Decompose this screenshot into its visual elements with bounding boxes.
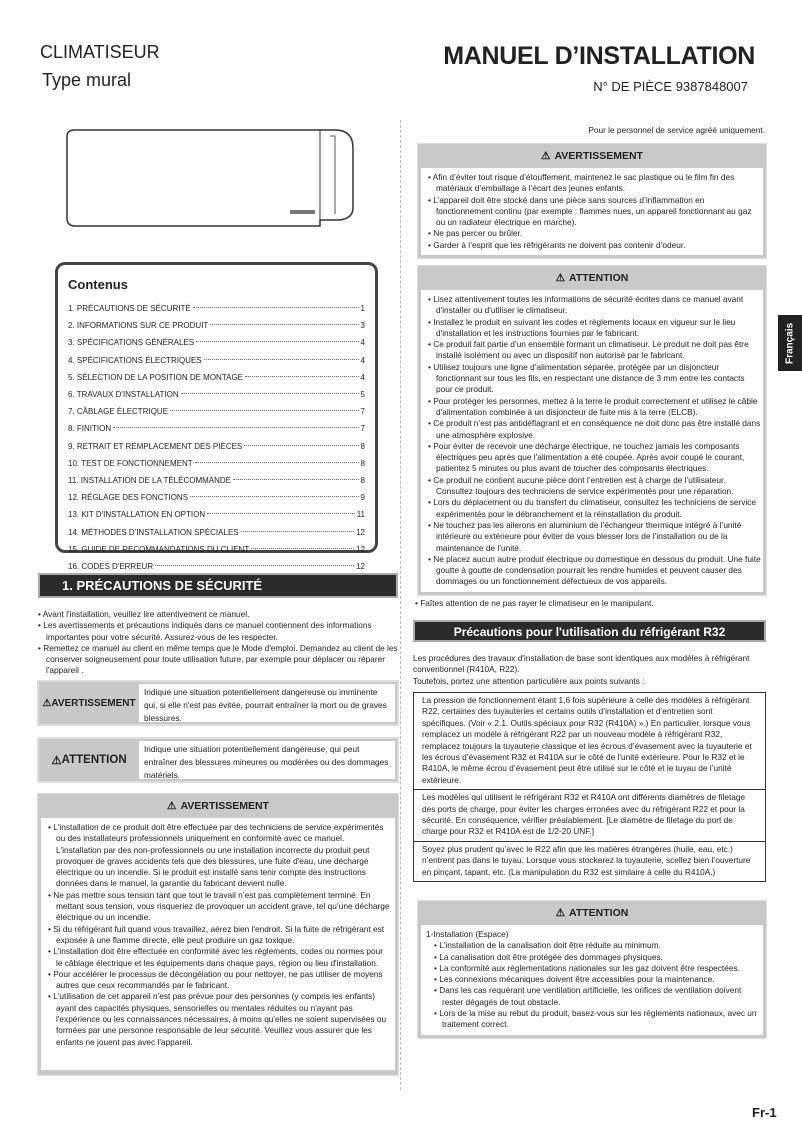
warning-triangle-icon: ⚠ [555,907,566,919]
toc-item[interactable] [68,369,365,386]
list-item: • Si du réfrigérant fuit quand vous travaillez, aérez bien l'endroit. Si la fuite de réfrigérant est exposée à une flamme directe, elle peut produire un gaz toxique. [46,924,390,947]
list-item: • Ce produit n’est pas antidéflagrant et en conséquence ne doit donc pas être installé dans une atmosphère explosive. [426,418,763,441]
toc-label: 16. CODES D'ERREUR [68,561,154,571]
toc-page: 4 [360,355,365,365]
toc-page: 5 [360,390,365,400]
toc-leader [195,462,359,463]
toc-item[interactable] [68,472,365,489]
warning-triangle-icon: ⚠ [51,755,62,767]
toc-label: 6. TRAVAUX D'INSTALLATION [68,390,179,400]
definition-text: Indique une situation potentiellement dangereuse ou imminente qui, si elle n'est pas évitée, pourrait entraîner la mort ou de graves blessures. [139,684,395,722]
list-item: • Ne touchez pas les ailerons en aluminium de l’échangeur thermique intégré à l’unité intérieure ou extérieure pour éviter de vous blesser lors de l’installation ou de la maintenance de l’unité. [426,520,763,554]
toc-label: 14. MÉTHODES D'INSTALLATION SPÉCIALES [68,527,239,537]
toc-leader [251,548,354,549]
column-divider [400,120,401,1090]
list-item: • Pour éviter de recevoir une décharge électrique, ne touchez jamais les composants électriques peu après que l'alimentation a été coupée. Après avoir coupé le courant, patientez 5 minutes ou plus avant de toucher des composants électriques. [426,441,763,475]
toc-label: 10. TEST DE FONCTIONNEMENT [68,458,193,468]
definition-key: AVERTISSEMENT [51,697,136,709]
list-item: • Ce produit fait partie d’un ensemble formant un climatiseur. Le produit ne doit pas être installé isolément ou avec un dispositif non autorisé par le fabricant. [426,339,763,362]
toc-label: 11. INSTALLATION DE LA TÉLÉCOMMANDE [68,475,232,485]
toc-leader [204,359,359,360]
toc-label: 5. SÉLECTION DE LA POSITION DE MONTAGE [68,372,243,382]
service-note: Pour le personnel de service agréé uniquement. [588,125,765,135]
toc-label: 13. KIT D'INSTALLATION EN OPTION [68,510,206,520]
toc-label: 15. GUIDE DE RECOMMANDATIONS DU CLIENT [68,544,250,554]
toc-page: 7 [360,407,365,417]
toc-label: 8. FINITION [68,424,112,434]
list-item: • Ce produit ne contient aucune pièce dont l’entretien est à charge de l’utilisateur. Consultez toujours des techniciens de service expérimentés pour une réparation. [426,475,763,498]
list-item: • L'installation de la canalisation doit être réduite au minimum. [432,940,758,951]
toc-item[interactable] [68,489,365,506]
toc-page: 12 [356,527,365,537]
list-item: • Remettez ce manuel au client en même temps que le Mode d'emploi. Demandez au client de les conserver soigneusement pour toute utilisation future, par exemple pour déplacer ou réparer l'appareil . [36,643,400,677]
right-caution-box [417,265,767,596]
section-heading: 1. PRÉCAUTIONS DE SÉCURITÉ [38,573,398,598]
language-tab[interactable]: Français [778,315,802,371]
toc-label: 7. CÂBLAGE ÉLECTRIQUE [68,407,169,417]
left-warning-box [37,793,399,1076]
toc-leader [181,393,359,394]
toc-item[interactable] [68,300,365,317]
toc-page: 1 [360,304,365,314]
toc-label: 4. SPÉCIFICATIONS ÉLECTRIQUES [68,355,202,365]
list-item: • Lors du déplacement ou du transfert du climatiseur, consultez les techniciens de service expérimentés pour le débranchement et la réinstallation du produit. [426,497,763,520]
toc-item[interactable] [68,523,365,540]
toc-leader [210,324,358,325]
list-item: • La canalisation doit être protégée des dommages physiques. [432,952,758,963]
r32-intro: Les procédures des travaux d'installation de base sont identiques aux modèles à réfrigérant conventionnel (R410A, R22). [413,653,750,675]
toc-page: 7 [360,424,365,434]
list-item: • Les avertissements et précautions indiqués dans ce manuel contiennent des informations importantes pour votre sécurité. Assurez-vous de les respecter. [36,620,400,643]
toc-item[interactable] [68,352,365,369]
warning-triangle-icon: ⚠ [167,800,177,812]
toc-page: 8 [360,441,365,451]
toc-label: 1. PRÉCAUTIONS DE SÉCURITÉ [68,304,191,314]
toc-leader [241,531,354,532]
r32-row: Soyez plus prudent qu’avec le R22 afin que les matières étrangères (huile, eau, etc.) n’entrent pas dans le tuyau. Lorsque vous stockerez la tuyauterie, scellez bien l’ouverture en pinçant, tapant, etc. (La manipulation du R32 est similaire à celle du R410A.) [422,843,751,877]
list-item: • L'utilisation de cet appareil n'est pas prévue pour des personnes (y compris les enfants) ayant des capacités physiques, sensorielles ou mentales réduites ou n'ayant pas l'expérience ou les connaissances nécessaires, à moins qu'elles ne soient supervisées ou formées par une personne responsable de leur sécurité. Veuillez vous assurer que les enfants ne jouent pas avec l'appareil. [46,991,390,1047]
product-name: CLIMATISEUR [40,42,160,62]
toc-item[interactable] [68,334,365,351]
toc-page: 4 [360,338,365,348]
toc-page: 12 [356,561,365,571]
warning-triangle-icon: ⚠ [555,272,566,284]
list-item: • Garder à l’esprit que les réfrigérants ne doivent pas contenir d’odeur. [426,240,758,251]
intro-list [36,609,400,677]
list-item: • Ne pas mettre sous tension tant que tout le travail n’est pas complètement terminé. En mettant sous tension, vous risqueriez de provoquer un accident grave, tel qu’une décharge électrique ou un incendie. [46,890,390,924]
list-item: • Pour protéger les personnes, mettez à la terre le produit correctement et utilisez le câble d'alimentation combinée à un disjoncteur de fuite mis à la terre (ELCB). [426,396,763,419]
toc-leader [170,410,359,411]
toc-leader [233,479,359,480]
list-item: • L’appareil doit être stocké dans une pièce sans sources d’inflammation en fonctionnement continu (par exemple : flammes nues, un appareil fonctionnant au gaz ou un radiateur électrique en marche). [426,195,758,229]
page-number: Fr-1 [752,1105,777,1120]
toc-page: 3 [360,321,365,331]
r32-row: La pression de fonctionnement étant 1,6 fois supérieure à celle des modèles à réfrigérant R22, certaines des tuyauteries et certains outils d’installation et d’entretien sont spécifiques. (Voir « 2.1. Outils spéciaux pour R32 (R410A) ».) En particulier, lorsque vous remplacez un modèle à réfrigérant R22 par un nouveau modèle à réfrigérant R32, remplacez toujours la tuyauterie classique et les écrous d’évasement avec la tuyauterie et les écrous d’évasement R32 et R410A sur le côté de l'unité extérieure. Pour le R32 et le R410A, le même écrou d’évasement peut être utilisé sur le côté et le tuyau de l’unité extérieure. [414,693,765,790]
product-type: Type mural [42,70,132,90]
warning-triangle-icon: ⚠ [541,150,551,162]
list-item: • Pour accélérer le processus de décongélation ou pour nettoyer, ne pas utiliser de moyens autres que ceux recommandés par le fabricant. [46,969,390,992]
r32-intro-2: Toutefois, portez une attention particulière aux points suivants : [413,675,645,686]
toc-leader [196,341,358,342]
toc-item[interactable] [68,386,365,403]
toc-page: 4 [360,372,365,382]
part-number: N° DE PIÈCE 9387848007 [593,79,748,94]
toc-leader [193,307,359,308]
definition-key: ATTENTION [61,754,127,766]
warning-triangle-icon: ⚠ [42,697,52,709]
box-title: ATTENTION [569,907,629,919]
box-title: ATTENTION [569,272,629,284]
r32-table [413,692,766,882]
toc-leader [245,376,359,377]
toc-page: 8 [360,475,365,485]
list-item: • L'installation de ce produit doit être effectuée par des techniciens de service expérimentés ou des installateurs professionnels uniquement en conformité avec ce manuel. L'installation par des non-professionnels ou une installation incorrecte du produit peut provoquer de graves accidents tels que des blessures, une fuite d'eau, une décharge électrique ou un incendie. Si le produit est installé sans tenir compte des instructions données dans le manuel, la garantie du fabricant devient nulle. [46,822,390,890]
toc-item[interactable] [68,403,365,420]
toc-page: 12 [356,544,365,554]
toc-item[interactable] [68,541,365,558]
definition-text: Indique une situation potentiellement dangereuse, qui peut entraîner des blessures mineures ou modérées ou des dommages matériels. [139,741,395,779]
r32-heading: Précautions pour l'utilisation du réfrigérant R32 [413,620,766,642]
manual-title: MANUEL D’INSTALLATION [443,42,755,70]
r32-row: Les modèles qui utilisent le réfrigérant R32 et R410A ont différents diamètres de filetage des ports de charge, pour éviter les charges erronées avec du réfrigérant R22 et pour la sécurité. En conséquence, vérifier préalablement. [Le diamètre de filetage du port de charge pour R32 et R410A est de 1/2-20 UNF.] [414,790,765,842]
air-conditioner-image [65,128,355,230]
bottom-caution-box [417,900,767,1039]
list-item: • Dans les cas requérant une ventilation artificielle, les orifices de ventilation doivent rester dégagés de tout obstacle. [432,985,758,1008]
toc-leader [190,496,359,497]
list-item: • La conformité aux réglementations nationales sur les gaz doivent être respectées. [432,963,758,974]
list-item: • L'installation doit être effectuée en conformité avec les règlements, codes ou normes pour le câblage électrique et les équipements dans chaque pays, région ou lieu d'installation. [46,946,390,969]
toc-page: 8 [360,458,365,468]
toc-item[interactable] [68,455,365,472]
contents-title: Contenus [68,277,128,292]
list-item: • Ne placez aucun autre produit électrique ou domestique en dessous du produit. Une fuite goutte à goutte de condensation pourrait les rendre humides et peuvent causer des dommages ou un fonctionnement défectueux de vos appareils. [426,554,763,588]
warning-definition [37,680,399,726]
toc-page: 9 [360,493,365,503]
toc-label: 9. RETRAIT ET REMPLACEMENT DES PIÈCES [68,441,243,451]
right-warning-box [417,143,767,259]
toc-label: 12. RÉGLAGE DES FONCTIONS [68,493,189,503]
toc-leader [244,445,358,446]
toc-item[interactable] [68,420,365,437]
list-item: • Ne pas percer ou brûler. [426,228,758,239]
box-title: AVERTISSEMENT [554,150,643,162]
toc-leader [207,513,355,514]
caution-definition [37,737,399,783]
toc-item[interactable] [68,506,365,523]
contents-box [55,262,378,571]
list-item: • Avant l'installation, veuillez lire attentivement ce manuel. [36,609,400,620]
list-item: • Afin d’éviter tout risque d’étouffement, maintenez le sac plastique ou le film fin des matériaux d’emballage à l’écart des jeunes enfants. [426,172,758,195]
toc-leader [155,565,354,566]
toc-page: 11 [356,510,365,520]
caution-subtitle: 1-Installation (Espace) [426,929,509,939]
box-title: AVERTISSEMENT [180,800,269,812]
toc-item[interactable] [68,438,365,455]
toc-label: 3. SPÉCIFICATIONS GÉNÉRALES [68,338,195,348]
list-item: • Lisez attentivement toutes les informations de sécurité écrites dans ce manuel avant d'installer ou d'utiliser le climatiseur. [426,294,763,317]
toc-leader [113,427,358,428]
list-item: • Installez le produit en suivant les codes et règlements locaux en vigueur sur le lieu d'installation et les instructions fournies par le fabricant. [426,317,763,340]
list-item: • Lors de la mise au rebut du produit, basez-vous sur les règlements nationaux, avec un traitement correct. [432,1008,758,1031]
toc-label: 2. INFORMATIONS SUR CE PRODUIT [68,321,209,331]
list-item: • Les connexions mécaniques doivent être accessibles pour la maintenance. [432,974,758,985]
toc-item[interactable] [68,317,365,334]
list-item: • Utilisez toujours une ligne d’alimentation séparée, protégée par un disjoncteur fonctionnant sur tous les fils, en respectant une distance de 3 mm entre les contacts pour ce produit. [426,362,763,396]
scratch-note: • Faîtes attention de ne pas rayer le climatiseur en le manipulant. [413,598,768,609]
